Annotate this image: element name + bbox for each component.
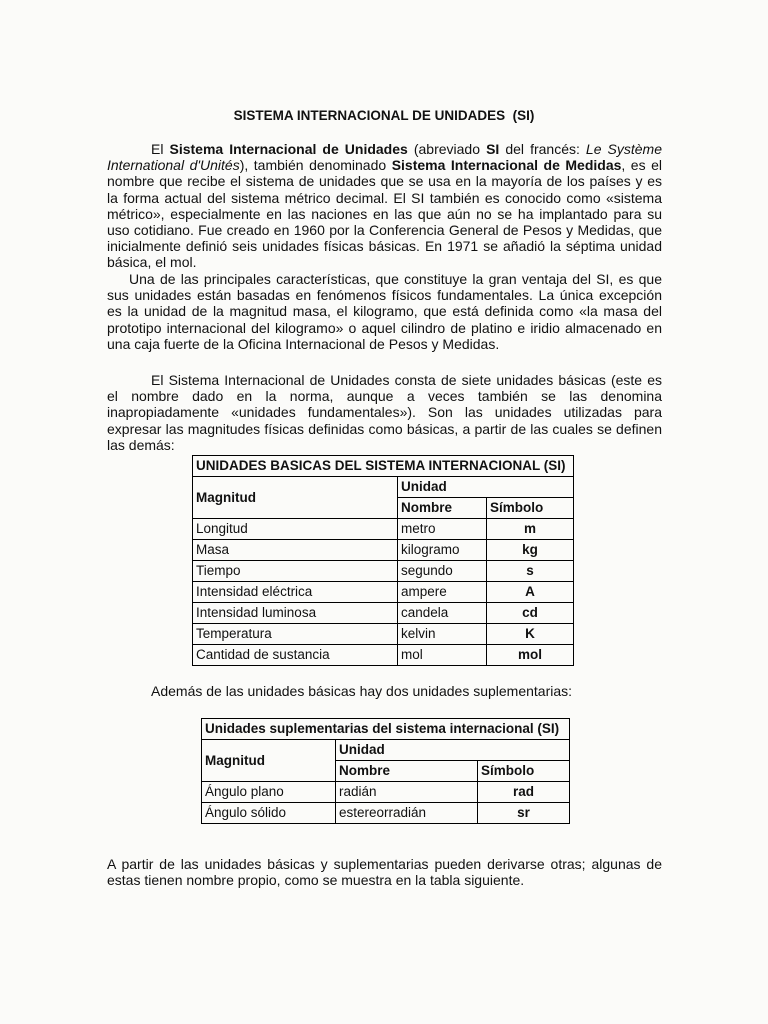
- supplementary-units-table: [201, 718, 570, 824]
- cell-nombre: estereorradián: [336, 803, 478, 824]
- supplementary-intro: Además de las unidades básicas hay dos unidades suplementarias:: [151, 683, 573, 699]
- cell-simbolo: mol: [487, 645, 574, 666]
- cell-simbolo: A: [487, 582, 574, 603]
- cell-nombre: kilogramo: [398, 540, 487, 561]
- french-name: Le Système International d'Unités: [107, 141, 662, 174]
- derived-units-paragraph: A partir de las unidades básicas y suplementarias pueden derivarse otras; algunas de estas tienen nombre propio, como se muestra en la tabla siguiente.: [107, 856, 662, 889]
- cell-simbolo: cd: [487, 603, 574, 624]
- table-caption: Unidades suplementarias del sistema internacional (SI): [202, 719, 570, 740]
- term-si-name: Sistema Internacional de Unidades: [169, 141, 408, 157]
- table-row: [193, 645, 574, 666]
- cell-nombre: mol: [398, 645, 487, 666]
- table-row: [202, 782, 570, 803]
- header-magnitud: Magnitud: [202, 740, 336, 782]
- intro-paragraph: El Sistema Internacional de Unidades (abreviado SI del francés: Le Système International d'Unités), también denominado Sistema Internacional de Medidas, es el nombre que recibe el sistema de unidades que se usa en la mayoría de los países y es la forma actual del sistema métrico decimal. El SI también es conocido como «sistema métrico», especialmente en las naciones en las que aún no se ha implantado para su uso cotidiano. Fue creado en 1960 por la Conferencia General de Pesos y Medidas, que inicialmente definió seis unidades físicas básicas. En 1971 se añadió la séptima unidad básica, el mol.: [107, 141, 663, 271]
- table-caption: UNIDADES BASICAS DEL SISTEMA INTERNACIONAL (SI): [193, 456, 574, 477]
- cell-magnitud: Ángulo plano: [202, 782, 336, 803]
- cell-nombre: ampere: [398, 582, 487, 603]
- advantages-paragraph: Una de las principales características, que constituye la gran ventaja del SI, es que sus unidades están basadas en fenómenos físicos fundamentales. La única excepción es la unidad de la magnitud masa, el kilogramo, que está definida como «la masa del prototipo internacional del kilogramo» o aquel cilindro de platino e iridio almacenado en una caja fuerte de la Oficina Internacional de Pesos y Medidas.: [107, 271, 662, 352]
- header-magnitud: Magnitud: [193, 477, 398, 519]
- cell-simbolo: kg: [487, 540, 574, 561]
- cell-magnitud: Cantidad de sustancia: [193, 645, 398, 666]
- cell-magnitud: Tiempo: [193, 561, 398, 582]
- header-simbolo: Símbolo: [487, 498, 574, 519]
- cell-nombre: segundo: [398, 561, 487, 582]
- header-simbolo: Símbolo: [478, 761, 570, 782]
- table-row: [193, 603, 574, 624]
- cell-nombre: kelvin: [398, 624, 487, 645]
- cell-magnitud: Ángulo sólido: [202, 803, 336, 824]
- table-row: [193, 519, 574, 540]
- table-row: [193, 561, 574, 582]
- cell-nombre: candela: [398, 603, 487, 624]
- term-si-medidas: Sistema Internacional de Medidas: [391, 157, 622, 174]
- header-unidad: Unidad: [336, 740, 570, 761]
- cell-magnitud: Longitud: [193, 519, 398, 540]
- cell-simbolo: m: [487, 519, 574, 540]
- table-row: [193, 624, 574, 645]
- page-title: SISTEMA INTERNACIONAL DE UNIDADES (SI): [233, 108, 535, 123]
- table-row: [202, 803, 570, 824]
- cell-nombre: radián: [336, 782, 478, 803]
- basic-units-table: [192, 455, 574, 666]
- header-nombre: Nombre: [398, 498, 487, 519]
- cell-simbolo: s: [487, 561, 574, 582]
- cell-magnitud: Masa: [193, 540, 398, 561]
- term-si-abbrev: SI: [486, 141, 500, 157]
- cell-simbolo: sr: [478, 803, 570, 824]
- cell-simbolo: K: [487, 624, 574, 645]
- cell-nombre: metro: [398, 519, 487, 540]
- header-unidad: Unidad: [398, 477, 574, 498]
- cell-magnitud: Intensidad eléctrica: [193, 582, 398, 603]
- cell-simbolo: rad: [478, 782, 570, 803]
- table-row: [193, 540, 574, 561]
- table-row: [193, 582, 574, 603]
- header-nombre: Nombre: [336, 761, 478, 782]
- cell-magnitud: Intensidad luminosa: [193, 603, 398, 624]
- cell-magnitud: Temperatura: [193, 624, 398, 645]
- basic-units-paragraph: El Sistema Internacional de Unidades consta de siete unidades básicas (este es el nombre dado en la norma, aunque a veces también se las denomina inapropiadamente «unidades fundamentales»). Son las unidades utilizadas para expresar las magnitudes físicas definidas como básicas, a partir de las cuales se definen las demás:: [107, 372, 662, 453]
